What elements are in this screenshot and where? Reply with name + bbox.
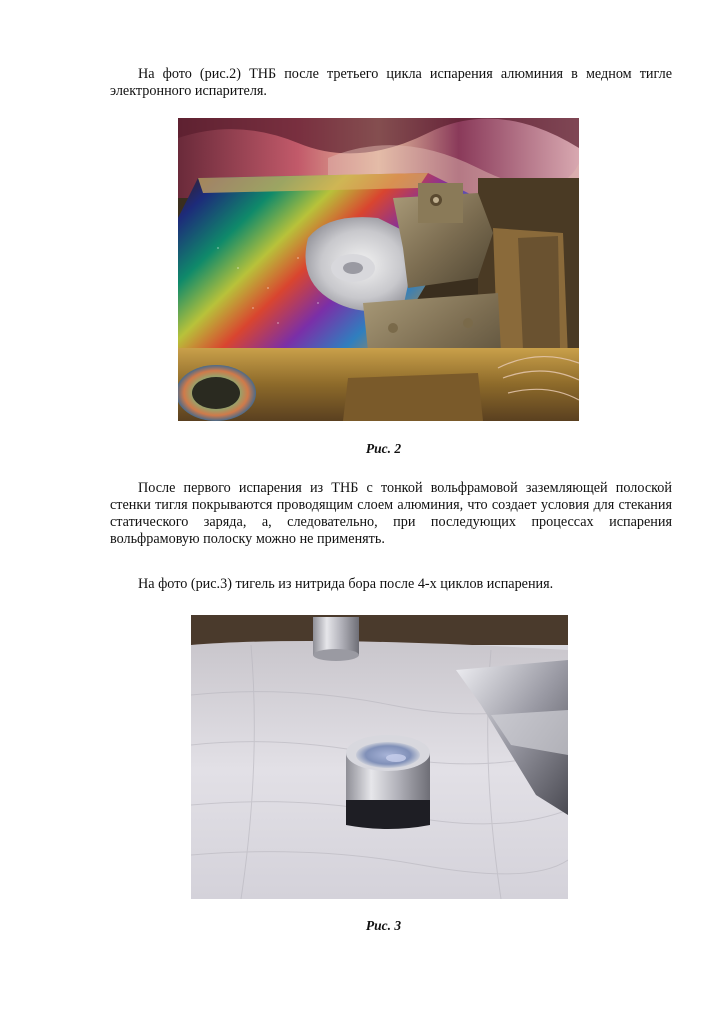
evaporator-photo-image	[178, 118, 579, 421]
paragraph-crucible: На фото (рис.3) тигель из нитрида бора после 4-х циклов испарения.	[138, 576, 554, 592]
paragraph-tungsten-strip: После первого испарения из ТНБ с тонкой вольфрамовой заземляющей полоской стенки тигля покрываются проводящим слоем алюминия, что создает условия для стекания статического заряда, а, следовательно, при последующих процессах испарения вольфрамовую полоску можно не применять.	[110, 480, 672, 547]
paragraph-intro: На фото (рис.2) ТНБ после третьего цикла испарения алюминия в медном тигле электронного испарителя.	[110, 66, 672, 99]
figure-2-photo	[178, 118, 579, 421]
figure-3-photo	[191, 615, 568, 899]
crucible-photo-image	[191, 615, 568, 899]
figure-3-caption: Рис. 3	[365, 918, 402, 933]
figure-2-caption: Рис. 2	[365, 441, 402, 456]
